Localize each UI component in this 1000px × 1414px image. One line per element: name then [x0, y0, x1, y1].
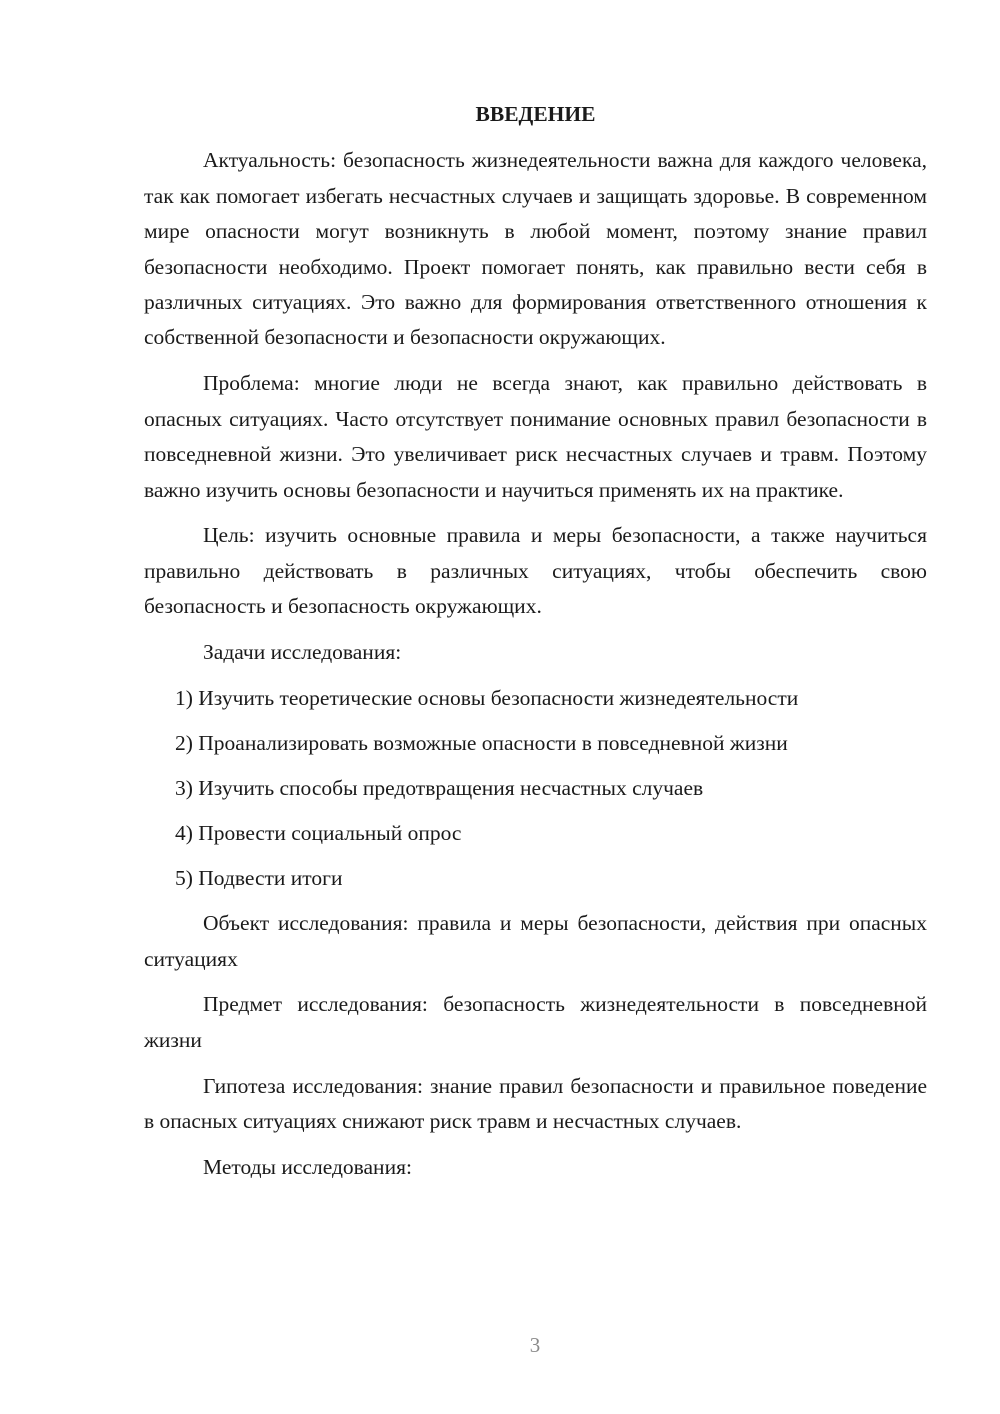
page-content: [144, 97, 927, 1196]
problem-paragraph: Проблема: многие люди не всегда знают, как правильно действовать в опасных ситуациях. Часто отсутствует понимание основных правил безопасности в повседневной жизни. Это увеличивает риск несчастных случаев и травм. Поэтому важно изучить основы безопасности и научиться применять их на практике.: [144, 371, 927, 502]
hypothesis-paragraph: Гипотеза исследования: знание правил безопасности и правильное поведение в опасных ситуациях снижают риск травм и несчастных случаев.: [144, 1073, 927, 1134]
object-paragraph: Объект исследования: правила и меры безопасности, действия при опасных ситуациях: [144, 911, 927, 971]
goal-paragraph: Цель: изучить основные правила и меры безопасности, а также научиться правильно действовать в различных ситуациях, чтобы обеспечить свою безопасность и безопасность окружающих.: [144, 523, 927, 619]
tasks-list: [144, 681, 927, 896]
relevance-paragraph: Актуальность: безопасность жизнедеятельности важна для каждого человека, так как помогает избегать несчастных случаев и защищать здоровье. В современном мире опасности могут возникнуть в любой момент, поэтому знание правил безопасности необходимо. Проект помогает понять, как правильно вести себя в различных ситуациях. Это важно для формирования ответственного отношения к собственной безопасности и безопасности окружающих.: [144, 148, 927, 350]
methods-heading: Методы исследования:: [203, 1155, 412, 1180]
list-item: 2) Проанализировать возможные опасности в повседневной жизни: [175, 731, 788, 756]
list-item: 4) Провести социальный опрос: [175, 821, 462, 846]
section-title: ВВЕДЕНИЕ: [475, 102, 596, 126]
page-number: 3: [529, 1333, 541, 1357]
list-item: 3) Изучить способы предотвращения несчастных случаев: [175, 776, 704, 801]
subject-paragraph: Предмет исследования: безопасность жизнедеятельности в повседневной жизни: [144, 992, 927, 1052]
list-item: 5) Подвести итоги: [175, 866, 343, 891]
list-item: 1) Изучить теоретические основы безопасности жизнедеятельности: [175, 686, 799, 711]
tasks-heading: Задачи исследования:: [203, 640, 402, 665]
